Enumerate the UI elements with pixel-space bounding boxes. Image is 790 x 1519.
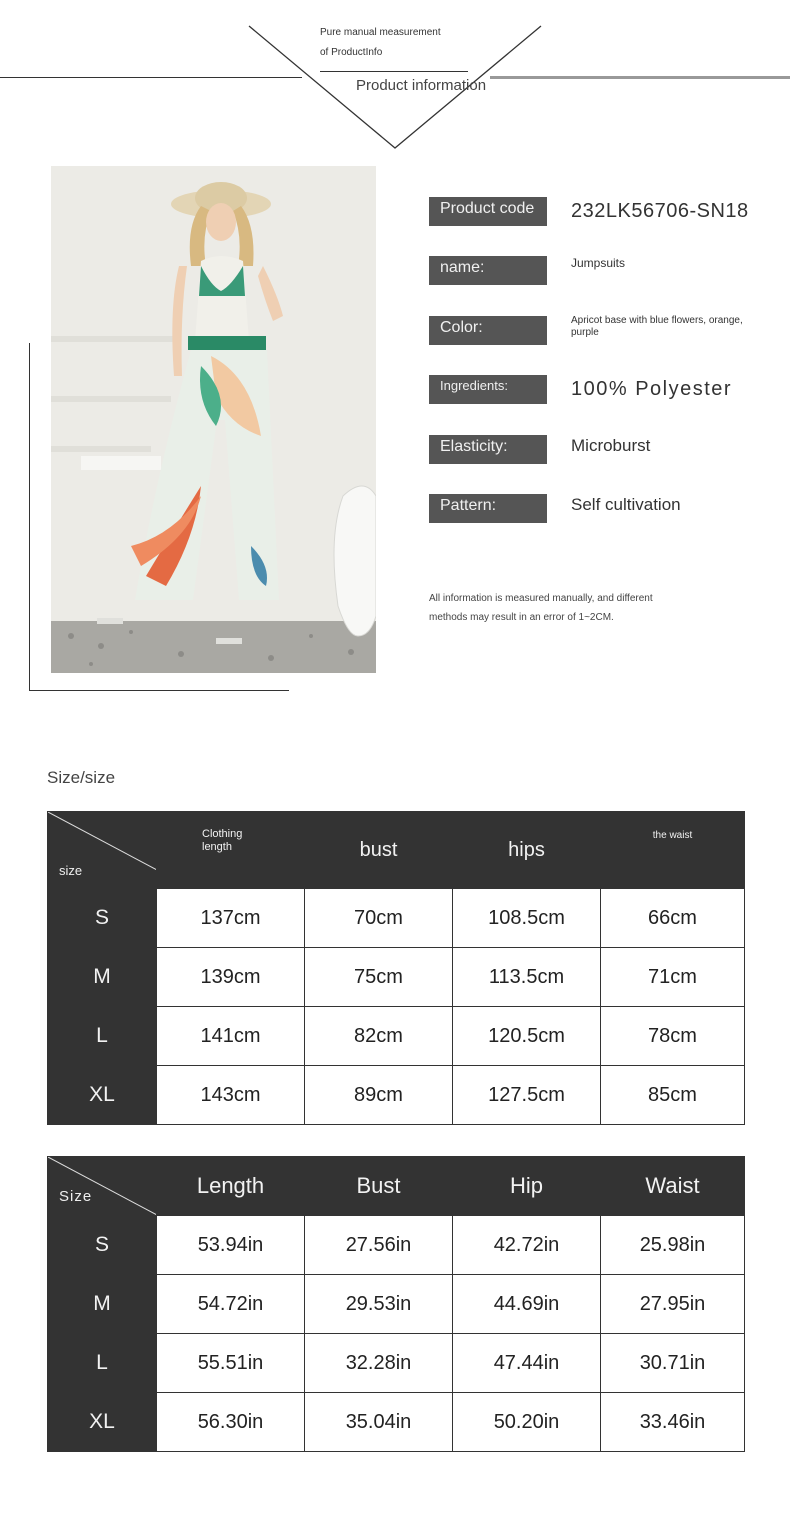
cell: 32.28in [305,1334,453,1393]
cell: 33.46in [601,1393,745,1452]
col-header-waist: the waist [601,812,745,889]
row-size-m: M [48,948,157,1007]
cell: 30.71in [601,1334,745,1393]
size-section-title: Size/size [47,768,116,787]
corner-label: size [59,863,83,878]
value-name: Jumpsuits [571,256,626,270]
col-header-hip: Hip [453,1157,601,1216]
cell: 127.5cm [453,1066,601,1125]
col-header-hips: hips [453,812,601,889]
table-row [48,948,745,1007]
table-row [48,1275,745,1334]
cell: 137cm [157,889,305,948]
measurement-note-line1: All information is measured manually, and different [429,593,653,604]
col-header-bust: Bust [305,1157,453,1216]
label-ingredients: Ingredients: [429,375,547,404]
cell: 70cm [305,889,453,948]
header-subtitle-line2: of ProductInfo [320,47,383,58]
corner-label: Size [59,1188,93,1205]
cell: 143cm [157,1066,305,1125]
value-ingredients: 100% Polyester [571,378,733,400]
header-underline [320,71,468,72]
value-color: Apricot base with blue flowers, orange, purple [571,315,743,338]
table-row [48,889,745,948]
page-title: Product information [356,77,487,94]
row-size-l: L [48,1007,157,1066]
col-header-bust: bust [305,812,453,889]
row-size-xl: XL [48,1393,157,1452]
cell: 108.5cm [453,889,601,948]
cell: 139cm [157,948,305,1007]
cell: 27.95in [601,1275,745,1334]
cell: 47.44in [453,1334,601,1393]
table-header-row [48,1157,745,1216]
table-row [48,1216,745,1275]
col-header-waist: Waist [601,1157,745,1216]
cell: 141cm [157,1007,305,1066]
label-pattern: Pattern: [429,494,547,523]
table-header-row [48,812,745,889]
table-row [48,1066,745,1125]
cell: 29.53in [305,1275,453,1334]
row-size-l: L [48,1334,157,1393]
row-size-m: M [48,1275,157,1334]
label-color: Color: [429,316,547,345]
cell: 78cm [601,1007,745,1066]
row-size-s: S [48,889,157,948]
col-header-length: Length [157,1157,305,1216]
table-corner-cell [48,812,157,889]
cell: 85cm [601,1066,745,1125]
value-product-code: 232LK56706-SN18 [571,200,749,222]
size-table-inch [47,1156,745,1452]
diagonal-line [48,1157,157,1215]
cell: 75cm [305,948,453,1007]
row-size-s: S [48,1216,157,1275]
cell: 113.5cm [453,948,601,1007]
table-row [48,1393,745,1452]
cell: 35.04in [305,1393,453,1452]
label-elasticity: Elasticity: [429,435,547,464]
table-row [48,1334,745,1393]
cell: 89cm [305,1066,453,1125]
size-table-cm [47,811,745,1125]
col-header-length: Clothing length [157,812,305,889]
product-photo [51,166,376,673]
row-size-xl: XL [48,1066,157,1125]
cell: 25.98in [601,1216,745,1275]
cell: 66cm [601,889,745,948]
header-subtitle-line1: Pure manual measurement [320,27,441,38]
table-corner-cell [48,1157,157,1216]
cell: 82cm [305,1007,453,1066]
cell: 42.72in [453,1216,601,1275]
value-elasticity: Microburst [571,436,651,455]
cell: 50.20in [453,1393,601,1452]
cell: 53.94in [157,1216,305,1275]
value-pattern: Self cultivation [571,495,681,514]
diagonal-line [48,812,157,870]
label-name: name: [429,256,547,285]
cell: 120.5cm [453,1007,601,1066]
table-row [48,1007,745,1066]
cell: 27.56in [305,1216,453,1275]
cell: 44.69in [453,1275,601,1334]
label-product-code: Product code [429,197,547,226]
cell: 71cm [601,948,745,1007]
cell: 55.51in [157,1334,305,1393]
measurement-note-line2: methods may result in an error of 1~2CM. [429,612,614,623]
cell: 54.72in [157,1275,305,1334]
cell: 56.30in [157,1393,305,1452]
